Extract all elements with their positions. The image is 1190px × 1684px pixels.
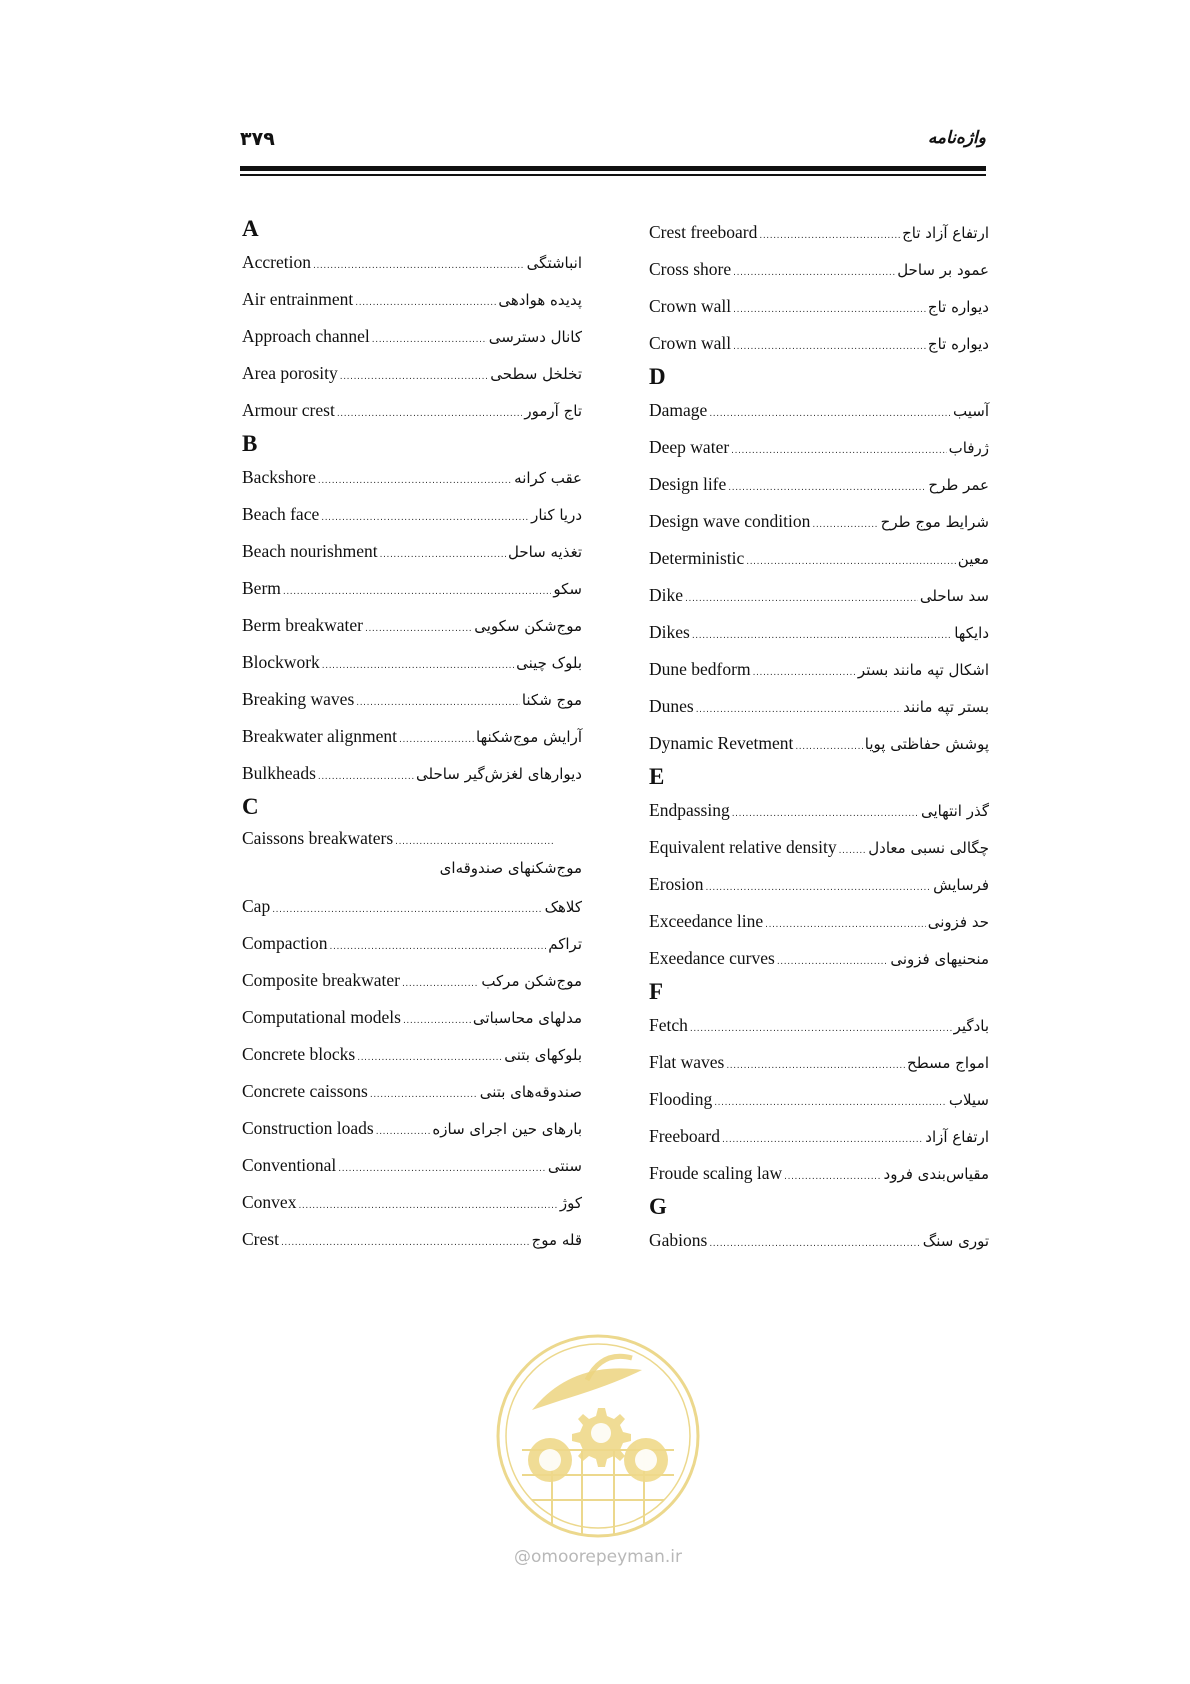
english-term: Crest freeboard [649,222,758,242]
glossary-entry [649,829,989,866]
dot-leader [338,1165,546,1174]
english-term: Breakwater alignment [242,726,398,746]
english-term: Caissons breakwaters [242,828,394,848]
english-term: Freeboard [649,1126,720,1146]
persian-term: سیلاب [948,1091,989,1109]
glossary-entry [242,1184,582,1221]
dot-leader [318,477,512,486]
persian-term: کوژ [559,1194,582,1212]
persian-term: سنتی [547,1157,582,1175]
section-letter: F [649,979,664,1004]
dot-leader [281,1239,530,1248]
dot-leader [370,1091,478,1100]
english-term: Composite breakwater [242,970,400,990]
glossary-entry [242,496,582,533]
english-term: Dynamic Revetment [649,733,794,753]
english-term: Dune bedform [649,659,751,679]
dot-leader [365,625,472,634]
english-term: Conventional [242,1155,337,1175]
english-term: Berm [242,578,281,598]
dot-leader [322,662,514,671]
persian-term: اشکال تپه مانند بستر [857,661,989,679]
english-term: Convex [242,1192,297,1212]
glossary-entry [242,281,582,318]
glossary-entry [649,429,989,466]
dot-leader [733,269,895,278]
persian-term: توری سنگ [922,1232,989,1250]
glossary-entry [242,1221,582,1258]
section-letter: E [649,764,665,789]
persian-term: مقیاس‌بندی فرود [883,1165,989,1183]
section-letter: C [242,794,259,819]
dot-leader [733,306,926,315]
persian-term: آسیب [953,402,989,420]
dot-leader [298,1202,557,1211]
glossary-entry [649,940,989,977]
persian-term: ارتفاع آزاد تاج [902,224,989,242]
dot-leader [746,558,956,567]
glossary-entry [242,718,582,755]
dot-leader [753,669,856,678]
dot-leader [372,336,487,345]
persian-term: فرسایش [933,876,989,894]
english-term: Breaking waves [242,689,355,709]
watermark-logo-icon [492,1330,704,1542]
glossary-entry [649,1155,989,1192]
persian-term: موج‌شکن مرکب [481,972,582,990]
english-term: Flooding [649,1089,713,1109]
glossary-entry [242,925,582,962]
persian-term: ارتفاع آزاد [925,1128,989,1146]
persian-term: بلوک چینی [516,654,582,672]
dot-leader [399,736,474,745]
header-rule-thick [240,166,986,171]
dot-leader [714,1099,947,1108]
english-term: Accretion [242,252,311,272]
persian-term: چگالی نسبی معادل [868,839,989,857]
persian-term: تخلخل سطحی [490,365,582,383]
dot-leader [330,943,547,952]
english-term: Approach channel [242,326,370,346]
dot-leader [709,410,951,419]
english-term: Crown wall [649,333,732,353]
glossary-entry [242,1073,582,1110]
persian-term: تغذیه ساحل [507,543,582,561]
glossary-entry [649,288,989,325]
persian-term: سکو [553,580,582,598]
glossary-entry [242,607,582,644]
english-term: Exeedance curves [649,948,775,968]
dot-leader [765,921,926,930]
english-term: Gabions [649,1230,708,1250]
english-term: Air entrainment [242,289,354,309]
glossary-entry [649,651,989,688]
glossary-entry [242,999,582,1036]
dot-leader [355,299,496,308]
section-letter: D [649,364,666,389]
persian-term: سد ساحلی [919,587,989,605]
english-term: Exceedance line [649,911,764,931]
persian-term: دریا کنار [531,506,582,524]
dot-leader [272,906,542,915]
glossary-entry [242,755,582,792]
dot-leader [402,980,479,989]
glossary-entry [649,325,989,362]
english-term: Compaction [242,933,328,953]
dot-leader [356,699,520,708]
glossary-entry [649,540,989,577]
glossary-entry [242,1147,582,1184]
dot-leader [733,343,926,352]
persian-term: عمود بر ساحل [897,261,989,279]
persian-term: انباشتگی [526,254,582,272]
glossary-entry [242,962,582,999]
english-term: Blockwork [242,652,320,672]
persian-term: امواج مسطح [907,1054,989,1072]
dot-leader [337,410,523,419]
english-term: Computational models [242,1007,401,1027]
persian-term: قله موج [531,1231,582,1249]
dot-leader [357,1054,502,1063]
dot-leader [839,847,867,856]
english-term: Deep water [649,437,730,457]
persian-term: صندوقه‌های بتنی [479,1083,582,1101]
running-title: واژه‌نامه [927,128,986,148]
glossary-entry [649,866,989,903]
english-term: Deterministic [649,548,745,568]
english-term: Armour crest [242,400,335,420]
glossary-entry [649,725,989,762]
dot-leader [722,1136,923,1145]
persian-term: عقب کرانه [514,469,582,487]
english-term: Area porosity [242,363,338,383]
persian-term: بلوکهای بتنی [504,1046,582,1064]
dot-leader [321,514,529,523]
glossary-entry [242,318,582,355]
glossary-entry [242,533,582,570]
glossary-entry [649,577,989,614]
persian-term: منحنیهای فزونی [890,950,989,968]
page-number: ۳۷۹ [240,128,275,150]
persian-term: حد فزونی [927,913,989,931]
glossary-column-left [242,214,582,1258]
persian-term: ژرفاب [948,439,989,457]
english-term: Bulkheads [242,763,316,783]
english-term: Crest [242,1229,279,1249]
dot-leader [795,743,862,752]
glossary-entry [649,1081,989,1118]
english-term: Dunes [649,696,694,716]
english-term: Concrete blocks [242,1044,356,1064]
glossary-entry [649,614,989,651]
glossary-entry [649,903,989,940]
glossary-entry [649,466,989,503]
persian-term: موج شکنا [521,691,582,709]
dot-leader [731,447,946,456]
glossary-entry [649,1007,989,1044]
glossary-entry [242,888,582,925]
english-term: Cross shore [649,259,732,279]
dot-leader [759,232,900,241]
glossary-entry [242,459,582,496]
persian-term: دایکها [954,624,989,642]
english-term: Beach nourishment [242,541,378,561]
persian-term: دیواره تاج [927,335,989,353]
dot-leader [395,838,555,847]
persian-term: تاج آرمور [524,402,582,420]
glossary-entry [649,214,989,251]
section-letter: B [242,431,258,456]
page-header [240,126,986,162]
dot-leader [696,706,901,715]
dot-leader [340,373,489,382]
glossary-entry [242,570,582,607]
dot-leader [313,262,525,271]
dot-leader [709,1240,920,1249]
glossary-entry [242,1036,582,1073]
header-rule-thin [240,174,986,176]
persian-term: گذر انتهایی [920,802,989,820]
persian-term: دیواره تاج [927,298,989,316]
dot-leader [283,588,552,597]
glossary-entry [649,392,989,429]
glossary-entry [242,355,582,392]
dot-leader [685,595,918,604]
dot-leader [692,632,952,641]
glossary-entry [242,644,582,681]
dot-leader [380,551,506,560]
english-term: Backshore [242,467,316,487]
english-term: Flat waves [649,1052,725,1072]
persian-term: موج‌شکنهای صندوقه‌ای [439,859,582,877]
persian-term: موج‌شکن سکویی [474,617,582,635]
persian-term: بادگیر [953,1017,989,1035]
english-term: Dikes [649,622,690,642]
english-term: Dike [649,585,684,605]
dot-leader [726,1062,905,1071]
glossary-entry [242,392,582,429]
english-term: Concrete caissons [242,1081,368,1101]
persian-term: کانال دسترسی [488,328,582,346]
english-term: Beach face [242,504,320,524]
persian-term: شرایط موج طرح [880,513,989,531]
persian-term: بارهای حین اجرای سازه [432,1120,582,1138]
glossary-column-right [649,214,989,1259]
glossary-entry [649,792,989,829]
dot-leader [318,773,414,782]
dot-leader [403,1017,471,1026]
glossary-entry [649,251,989,288]
english-term: Damage [649,400,708,420]
dot-leader [784,1173,881,1182]
watermark-url: @omoorepeyman.ir [513,1547,683,1567]
glossary-entry [649,1118,989,1155]
glossary-entry [242,681,582,718]
persian-term: تراکم [548,935,582,953]
section-letter: G [649,1194,667,1219]
persian-term: دیوارهای لغزش‌گیر ساحلی [416,765,582,783]
english-term: Froude scaling law [649,1163,783,1183]
english-term: Design life [649,474,727,494]
glossary-entry [242,244,582,281]
persian-term: کلاهک [544,898,582,916]
persian-term: پوشش حفاظتی پویا [864,735,989,753]
glossary-entry [649,688,989,725]
persian-term: پدیده هوادهی [498,291,582,309]
persian-term: معین [957,550,989,568]
dot-leader [728,484,926,493]
dot-leader [690,1025,952,1034]
english-term: Crown wall [649,296,732,316]
english-term: Equivalent relative density [649,837,837,857]
persian-term: مدلهای محاسباتی [472,1009,582,1027]
glossary-entry [649,1044,989,1081]
glossary-entry [649,503,989,540]
glossary-entry-wrapped [242,822,582,854]
english-term: Cap [242,896,271,916]
dot-leader [777,958,889,967]
section-letter: A [242,216,259,241]
dot-leader [376,1128,431,1137]
english-term: Fetch [649,1015,688,1035]
persian-term: عمر طرح [928,476,989,494]
dot-leader [812,521,878,530]
english-term: Berm breakwater [242,615,363,635]
english-term: Erosion [649,874,704,894]
english-term: Construction loads [242,1118,374,1138]
persian-term: بستر تپه مانند [903,698,989,716]
glossary-entry [649,1222,989,1259]
dot-leader [732,810,919,819]
glossary-entry [242,1110,582,1147]
english-term: Design wave condition [649,511,811,531]
persian-term: آرایش موج‌شکنها [476,728,582,746]
dot-leader [705,884,931,893]
english-term: Endpassing [649,800,730,820]
